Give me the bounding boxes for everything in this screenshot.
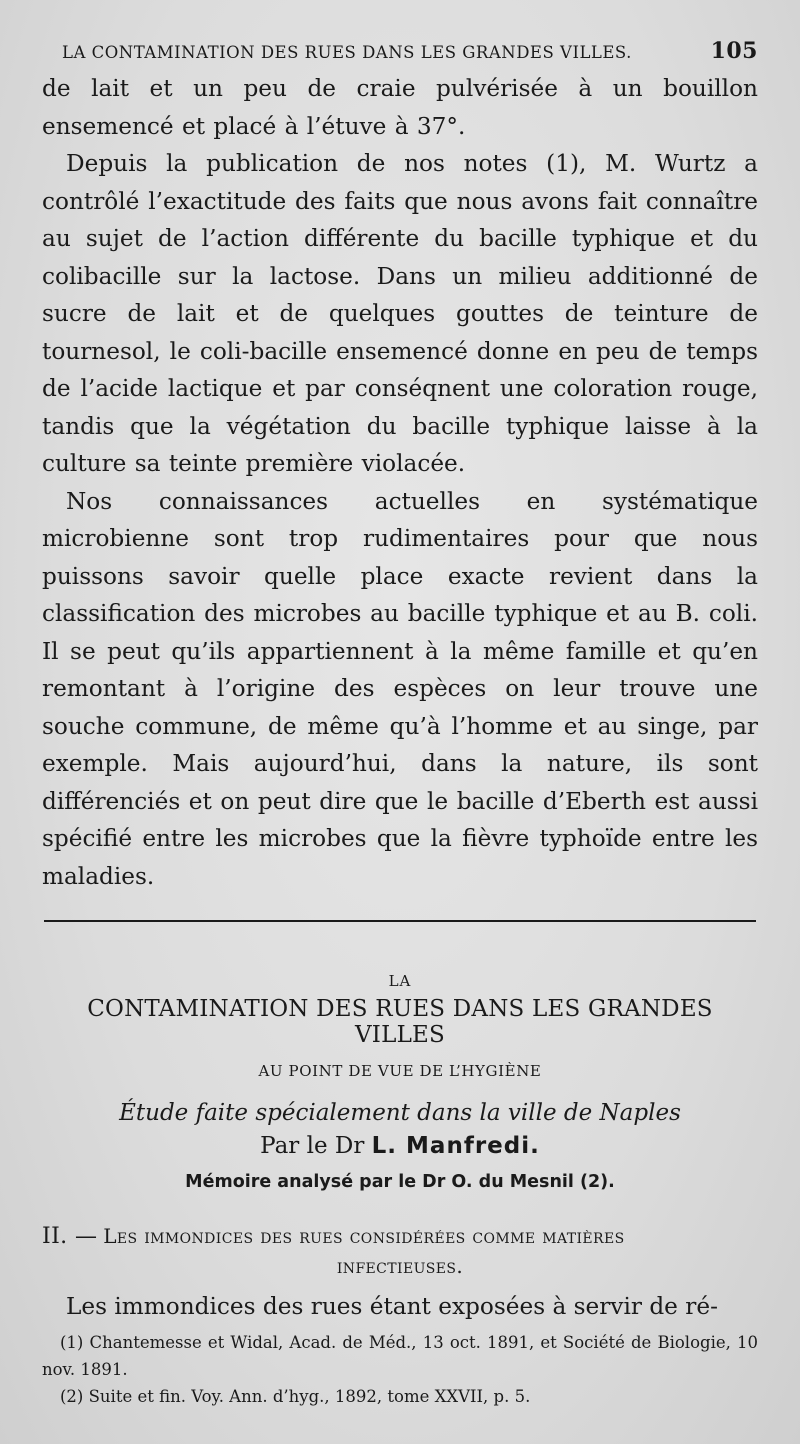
section-heading bbox=[42, 1222, 758, 1280]
section-divider bbox=[44, 920, 756, 922]
article-title: CONTAMINATION DES RUES DANS LES GRANDES VILLES bbox=[87, 996, 713, 1048]
article-heading bbox=[42, 972, 758, 1192]
section-body bbox=[42, 1288, 758, 1325]
author-name: L. Manfredi. bbox=[371, 1133, 540, 1159]
footnote-1: (1) Chantemesse et Widal, Acad. de Méd., 13 oct. 1891, et Société de Biologie, 10 nov. 1891. bbox=[42, 1333, 758, 1379]
article-analysis: Mémoire analysé par le Dr O. du Mesnil (2). bbox=[185, 1172, 615, 1192]
paragraph-systematique: Nos connaissances actuelles en systématique microbienne sont trop rudimentaires pour que nous puissons savoir quelle place exacte revient dans la classification des microbes au bacille typhique et au B. coli. Il se peut qu’ils appartiennent à la même famille et qu’en remontant à l’origine des espèces on leur trouve une souche commune, de même qu’à l’homme et au singe, par exemple. Mais aujourd’hui, dans la nature, ils sont différenciés et on peut dire que le bacille d’Eberth est aussi spécifié entre les microbes que la fièvre typhoïde entre les maladies. bbox=[42, 487, 758, 890]
running-head-title: LA CONTAMINATION DES RUES DANS LES GRANDES VILLES. bbox=[62, 43, 632, 62]
running-head bbox=[62, 38, 758, 64]
section-title-line2: infectieuses. bbox=[336, 1254, 464, 1278]
section-title-line1: Les immondices des rues considérées comme matières bbox=[103, 1224, 625, 1248]
section-number: II. — bbox=[42, 1224, 98, 1249]
article-study-line: Étude faite spécialement dans la ville de Naples bbox=[119, 1100, 681, 1126]
page-number: 105 bbox=[710, 38, 758, 64]
footnote-2: (2) Suite et fin. Voy. Ann. d’hyg., 1892, tome XXVII, p. 5. bbox=[60, 1387, 531, 1406]
article-author bbox=[42, 1133, 758, 1159]
paragraph-continuation: de lait et un peu de craie pulvérisée à un bouillon ensemencé et placé à l’étuve à 37°. bbox=[42, 75, 758, 140]
paragraph-wurtz: Depuis la publication de nos notes (1), M. Wurtz a contrôlé l’exactitude des faits que nous avons fait connaître au sujet de l’action différente du bacille typhique et du colibacille sur la lactose. Dans un milieu additionné de sucre de lait et de quelques gouttes de teinture de tournesol, le coli-bacille ensemencé donne en peu de temps de l’acide lactique et par conséqnent une coloration rouge, tandis que la végétation du bacille typhique laisse à la culture sa teinte première violacée. bbox=[42, 150, 758, 477]
article-la: LA bbox=[388, 972, 412, 990]
article-subtitle: AU POINT DE VUE DE L’HYGIÈNE bbox=[258, 1062, 542, 1080]
footnotes bbox=[42, 1329, 758, 1410]
body-text bbox=[42, 70, 758, 895]
section-first-line: Les immondices des rues étant exposées à servir de ré- bbox=[66, 1293, 718, 1320]
author-prefix: Par le Dr bbox=[260, 1133, 365, 1159]
